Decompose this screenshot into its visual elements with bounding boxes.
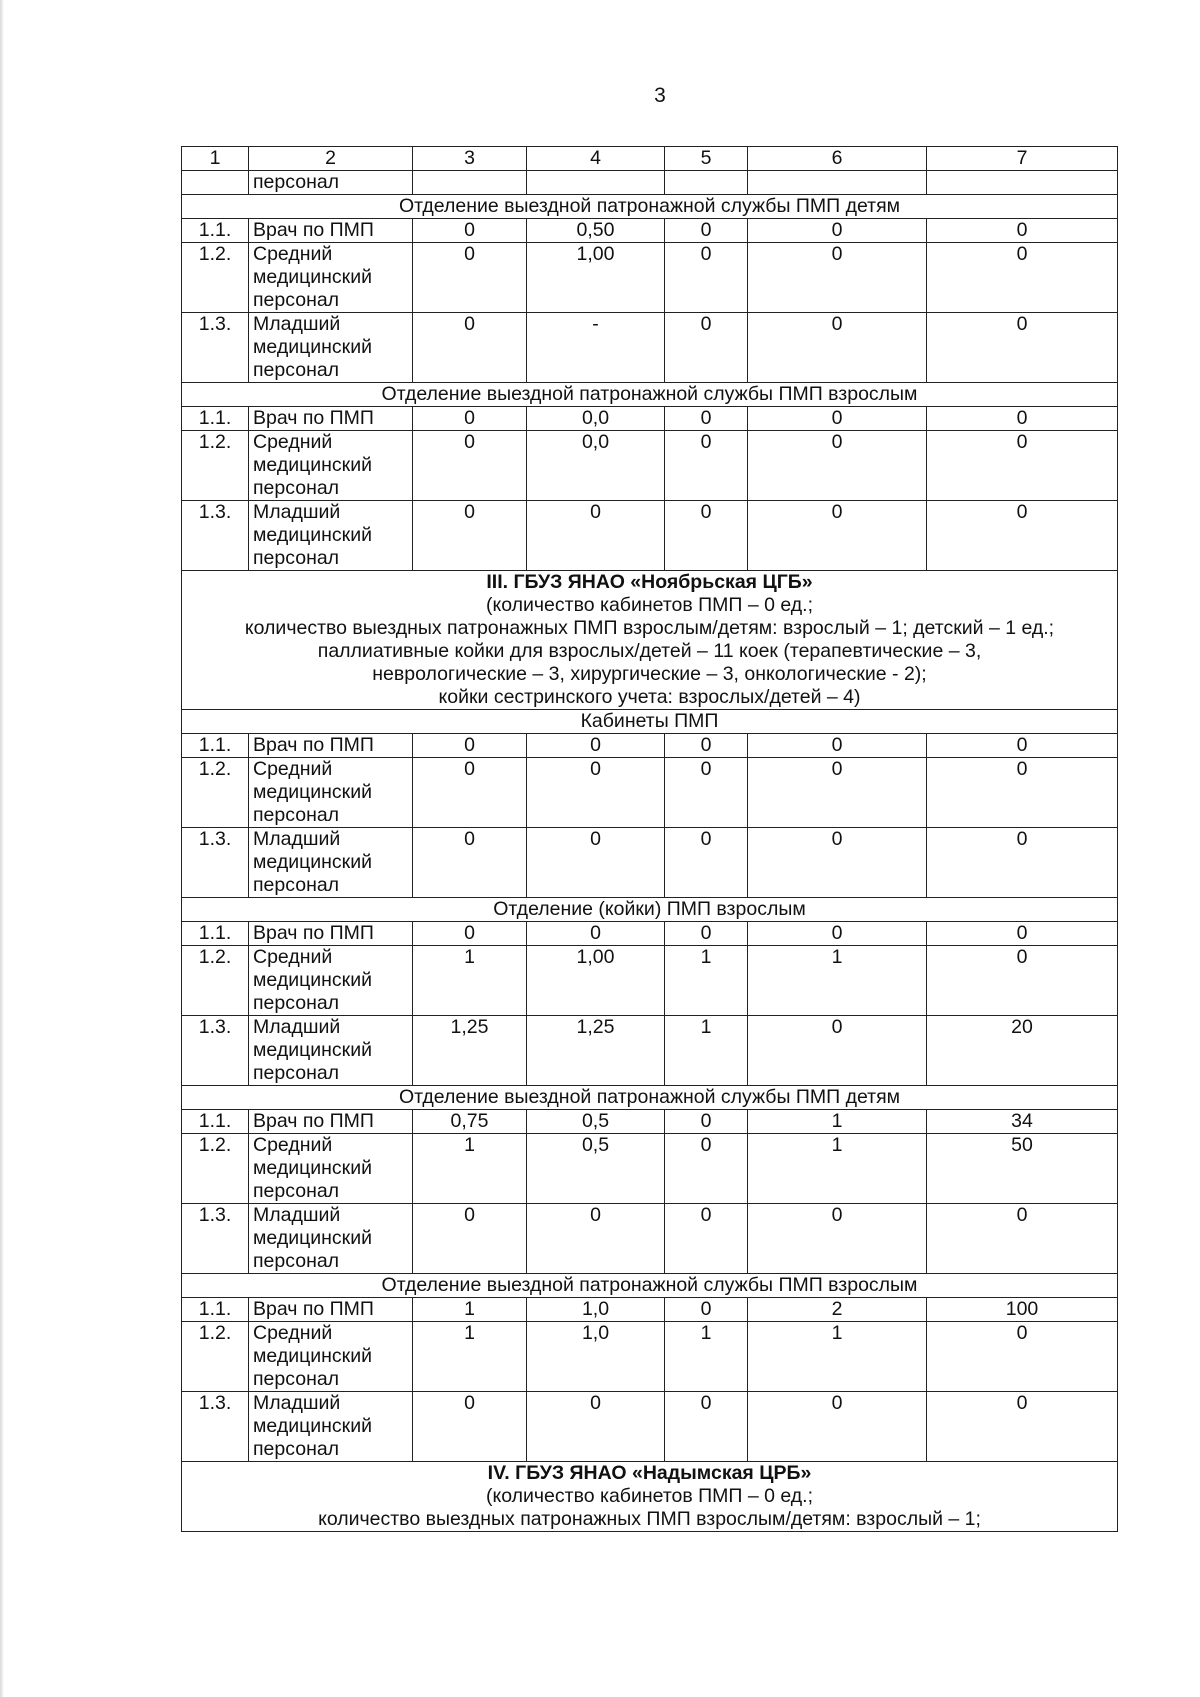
row-value: 0 bbox=[527, 758, 665, 828]
row-value: 50 bbox=[927, 1134, 1118, 1204]
row-value: 1 bbox=[748, 1110, 927, 1134]
row-value: 0 bbox=[527, 734, 665, 758]
organization-detail-line: койки сестринского учета: взрослых/детей – 4) bbox=[438, 686, 861, 708]
row-value: 0 bbox=[413, 1392, 527, 1462]
row-value: 0 bbox=[413, 828, 527, 898]
row-value: 0 bbox=[413, 501, 527, 571]
row-index: 1.3. bbox=[182, 1016, 249, 1086]
row-index: 1.3. bbox=[182, 828, 249, 898]
row-value bbox=[748, 171, 927, 195]
row-value: 100 bbox=[927, 1298, 1118, 1322]
row-value: 0 bbox=[927, 219, 1118, 243]
row-value: 0 bbox=[413, 219, 527, 243]
row-value: 0 bbox=[665, 1204, 748, 1274]
table-row bbox=[182, 922, 1118, 946]
row-value: 0 bbox=[413, 431, 527, 501]
row-value: 0 bbox=[665, 501, 748, 571]
row-value: 0 bbox=[927, 1392, 1118, 1462]
row-value: 0 bbox=[413, 734, 527, 758]
row-index: 1.2. bbox=[182, 1322, 249, 1392]
row-role: персонал bbox=[249, 171, 413, 195]
row-role: Врач по ПМП bbox=[249, 1298, 413, 1322]
row-value: 0 bbox=[748, 431, 927, 501]
row-value: 0 bbox=[927, 243, 1118, 313]
row-role: Врач по ПМП bbox=[249, 734, 413, 758]
row-value: 20 bbox=[927, 1016, 1118, 1086]
staffing-table bbox=[181, 146, 1118, 1532]
row-index: 1.1. bbox=[182, 922, 249, 946]
row-value: 0 bbox=[748, 313, 927, 383]
row-index: 1.2. bbox=[182, 431, 249, 501]
row-value: 0 bbox=[927, 922, 1118, 946]
section-header-row bbox=[182, 383, 1118, 407]
table-row bbox=[182, 431, 1118, 501]
row-value: 0 bbox=[748, 1016, 927, 1086]
column-number: 4 bbox=[527, 147, 665, 171]
row-value: 0 bbox=[413, 1204, 527, 1274]
organization-detail-line: (количество кабинетов ПМП – 0 ед.; bbox=[485, 1485, 814, 1507]
staffing-table-body bbox=[182, 147, 1118, 1532]
row-value: 0 bbox=[665, 1134, 748, 1204]
row-role: Средний медицинский персонал bbox=[249, 946, 413, 1016]
row-value: 1 bbox=[748, 1134, 927, 1204]
row-value: 0 bbox=[527, 922, 665, 946]
row-value: 0 bbox=[527, 828, 665, 898]
row-value: - bbox=[527, 313, 665, 383]
row-value: 1 bbox=[413, 1134, 527, 1204]
table-row bbox=[182, 1016, 1118, 1086]
row-role: Врач по ПМП bbox=[249, 407, 413, 431]
organization-detail-line: паллиативные койки для взрослых/детей – 11 коек (терапевтические – 3, bbox=[317, 640, 982, 662]
row-value: 0 bbox=[748, 734, 927, 758]
row-value: 0 bbox=[748, 828, 927, 898]
section-title: Отделение выездной патронажной службы ПМП детям bbox=[182, 1086, 1118, 1110]
organization-cell bbox=[182, 1462, 1118, 1532]
organization-detail-line: неврологические – 3, хирургические – 3, онкологические - 2); bbox=[372, 663, 927, 685]
table-row bbox=[182, 313, 1118, 383]
column-number: 1 bbox=[182, 147, 249, 171]
row-index: 1.2. bbox=[182, 1134, 249, 1204]
table-row bbox=[182, 243, 1118, 313]
row-index: 1.3. bbox=[182, 501, 249, 571]
row-index: 1.1. bbox=[182, 1298, 249, 1322]
column-number-row bbox=[182, 147, 1118, 171]
row-value: 1,25 bbox=[413, 1016, 527, 1086]
row-role: Средний медицинский персонал bbox=[249, 1322, 413, 1392]
row-value: 0 bbox=[527, 501, 665, 571]
row-value: 0 bbox=[927, 431, 1118, 501]
row-index: 1.2. bbox=[182, 243, 249, 313]
row-role: Младший медицинский персонал bbox=[249, 1204, 413, 1274]
row-role: Врач по ПМП bbox=[249, 219, 413, 243]
row-value bbox=[665, 171, 748, 195]
row-value: 0 bbox=[927, 758, 1118, 828]
row-role: Младший медицинский персонал bbox=[249, 828, 413, 898]
row-role: Средний медицинский персонал bbox=[249, 758, 413, 828]
table-row bbox=[182, 219, 1118, 243]
table-row bbox=[182, 828, 1118, 898]
row-value: 0,75 bbox=[413, 1110, 527, 1134]
row-index: 1.3. bbox=[182, 1204, 249, 1274]
row-value: 0 bbox=[527, 1392, 665, 1462]
section-header-row bbox=[182, 898, 1118, 922]
page-number: 3 bbox=[654, 84, 666, 107]
row-value: 0 bbox=[413, 407, 527, 431]
section-header-row bbox=[182, 710, 1118, 734]
table-row bbox=[182, 1134, 1118, 1204]
table-row bbox=[182, 946, 1118, 1016]
row-value: 0 bbox=[927, 946, 1118, 1016]
row-value: 0 bbox=[413, 313, 527, 383]
table-row bbox=[182, 501, 1118, 571]
row-value: 1 bbox=[413, 946, 527, 1016]
row-value: 1 bbox=[665, 1016, 748, 1086]
row-role: Младший медицинский персонал bbox=[249, 313, 413, 383]
row-index: 1.1. bbox=[182, 734, 249, 758]
row-value: 0 bbox=[665, 734, 748, 758]
column-number: 3 bbox=[413, 147, 527, 171]
row-value: 0 bbox=[927, 1322, 1118, 1392]
row-value: 1,00 bbox=[527, 946, 665, 1016]
row-value: 1,25 bbox=[527, 1016, 665, 1086]
row-role: Врач по ПМП bbox=[249, 1110, 413, 1134]
row-value: 0 bbox=[927, 501, 1118, 571]
row-role: Средний медицинский персонал bbox=[249, 431, 413, 501]
row-value: 0 bbox=[665, 407, 748, 431]
row-value: 0 bbox=[748, 501, 927, 571]
row-value: 0 bbox=[665, 219, 748, 243]
row-index: 1.3. bbox=[182, 313, 249, 383]
row-value: 0,5 bbox=[527, 1110, 665, 1134]
row-value: 0 bbox=[413, 922, 527, 946]
row-index bbox=[182, 171, 249, 195]
organization-detail-line: (количество кабинетов ПМП – 0 ед.; bbox=[485, 594, 814, 616]
row-value: 0 bbox=[413, 243, 527, 313]
row-value: 0 bbox=[927, 407, 1118, 431]
row-value: 0 bbox=[748, 758, 927, 828]
row-value: 0 bbox=[748, 243, 927, 313]
table-row bbox=[182, 758, 1118, 828]
row-role: Младший медицинский персонал bbox=[249, 1392, 413, 1462]
scan-edge bbox=[0, 0, 4, 1697]
row-value bbox=[927, 171, 1118, 195]
row-value: 0 bbox=[665, 313, 748, 383]
section-header-row bbox=[182, 1086, 1118, 1110]
table-row bbox=[182, 1204, 1118, 1274]
row-value: 0 bbox=[927, 313, 1118, 383]
row-index: 1.1. bbox=[182, 219, 249, 243]
column-number: 6 bbox=[748, 147, 927, 171]
row-index: 1.1. bbox=[182, 407, 249, 431]
row-value: 1 bbox=[665, 1322, 748, 1392]
row-value: 0 bbox=[665, 828, 748, 898]
row-value: 0 bbox=[665, 431, 748, 501]
row-value: 0 bbox=[927, 734, 1118, 758]
row-value: 0 bbox=[748, 1204, 927, 1274]
row-value: 0 bbox=[665, 1298, 748, 1322]
row-value: 1 bbox=[413, 1322, 527, 1392]
row-index: 1.2. bbox=[182, 946, 249, 1016]
row-value: 34 bbox=[927, 1110, 1118, 1134]
row-value: 2 bbox=[748, 1298, 927, 1322]
row-value: 0,5 bbox=[527, 1134, 665, 1204]
organization-row bbox=[182, 1462, 1118, 1532]
row-value: 0 bbox=[665, 1110, 748, 1134]
table-row bbox=[182, 734, 1118, 758]
organization-detail-line: количество выездных патронажных ПМП взрослым/детям: взрослый – 1; детский – 1 ед.; bbox=[244, 617, 1055, 639]
row-value: 1 bbox=[748, 1322, 927, 1392]
row-value: 0,0 bbox=[527, 431, 665, 501]
row-index: 1.2. bbox=[182, 758, 249, 828]
table-row bbox=[182, 1298, 1118, 1322]
row-value: 0 bbox=[927, 828, 1118, 898]
column-number: 5 bbox=[665, 147, 748, 171]
row-role: Средний медицинский персонал bbox=[249, 1134, 413, 1204]
section-title: Отделение выездной патронажной службы ПМП взрослым bbox=[182, 383, 1118, 407]
section-title: Отделение выездной патронажной службы ПМП взрослым bbox=[182, 1274, 1118, 1298]
row-index: 1.1. bbox=[182, 1110, 249, 1134]
row-value: 1,0 bbox=[527, 1298, 665, 1322]
column-number: 7 bbox=[927, 147, 1118, 171]
row-role: Врач по ПМП bbox=[249, 922, 413, 946]
row-value bbox=[527, 171, 665, 195]
table-row bbox=[182, 1110, 1118, 1134]
row-role: Средний медицинский персонал bbox=[249, 243, 413, 313]
organization-cell bbox=[182, 571, 1118, 710]
row-value: 1,00 bbox=[527, 243, 665, 313]
row-value: 0 bbox=[748, 407, 927, 431]
table-row bbox=[182, 1392, 1118, 1462]
row-value: 0 bbox=[665, 1392, 748, 1462]
organization-row bbox=[182, 571, 1118, 710]
section-title: Кабинеты ПМП bbox=[182, 710, 1118, 734]
section-header-row bbox=[182, 195, 1118, 219]
row-value: 1,0 bbox=[527, 1322, 665, 1392]
row-value: 0 bbox=[665, 758, 748, 828]
row-value: 0 bbox=[927, 1204, 1118, 1274]
row-value: 0 bbox=[665, 243, 748, 313]
row-value: 1 bbox=[665, 946, 748, 1016]
row-value: 1 bbox=[413, 1298, 527, 1322]
table-row bbox=[182, 407, 1118, 431]
organization-title: III. ГБУЗ ЯНАО «Ноябрьская ЦГБ» bbox=[486, 571, 813, 593]
row-value: 0 bbox=[413, 758, 527, 828]
table-row bbox=[182, 1322, 1118, 1392]
section-title: Отделение (койки) ПМП взрослым bbox=[182, 898, 1118, 922]
row-role: Младший медицинский персонал bbox=[249, 1016, 413, 1086]
continued-row bbox=[182, 171, 1118, 195]
organization-detail-line: количество выездных патронажных ПМП взрослым/детям: взрослый – 1; bbox=[318, 1508, 981, 1530]
row-value: 0,50 bbox=[527, 219, 665, 243]
row-value: 0 bbox=[748, 219, 927, 243]
row-index: 1.3. bbox=[182, 1392, 249, 1462]
row-value: 1 bbox=[748, 946, 927, 1016]
row-value: 0 bbox=[748, 922, 927, 946]
organization-title: IV. ГБУЗ ЯНАО «Надымская ЦРБ» bbox=[487, 1462, 812, 1484]
column-number: 2 bbox=[249, 147, 413, 171]
row-value bbox=[413, 171, 527, 195]
row-role: Младший медицинский персонал bbox=[249, 501, 413, 571]
row-value: 0 bbox=[527, 1204, 665, 1274]
section-title: Отделение выездной патронажной службы ПМП детям bbox=[182, 195, 1118, 219]
section-header-row bbox=[182, 1274, 1118, 1298]
row-value: 0,0 bbox=[527, 407, 665, 431]
row-value: 0 bbox=[748, 1392, 927, 1462]
row-value: 0 bbox=[665, 922, 748, 946]
